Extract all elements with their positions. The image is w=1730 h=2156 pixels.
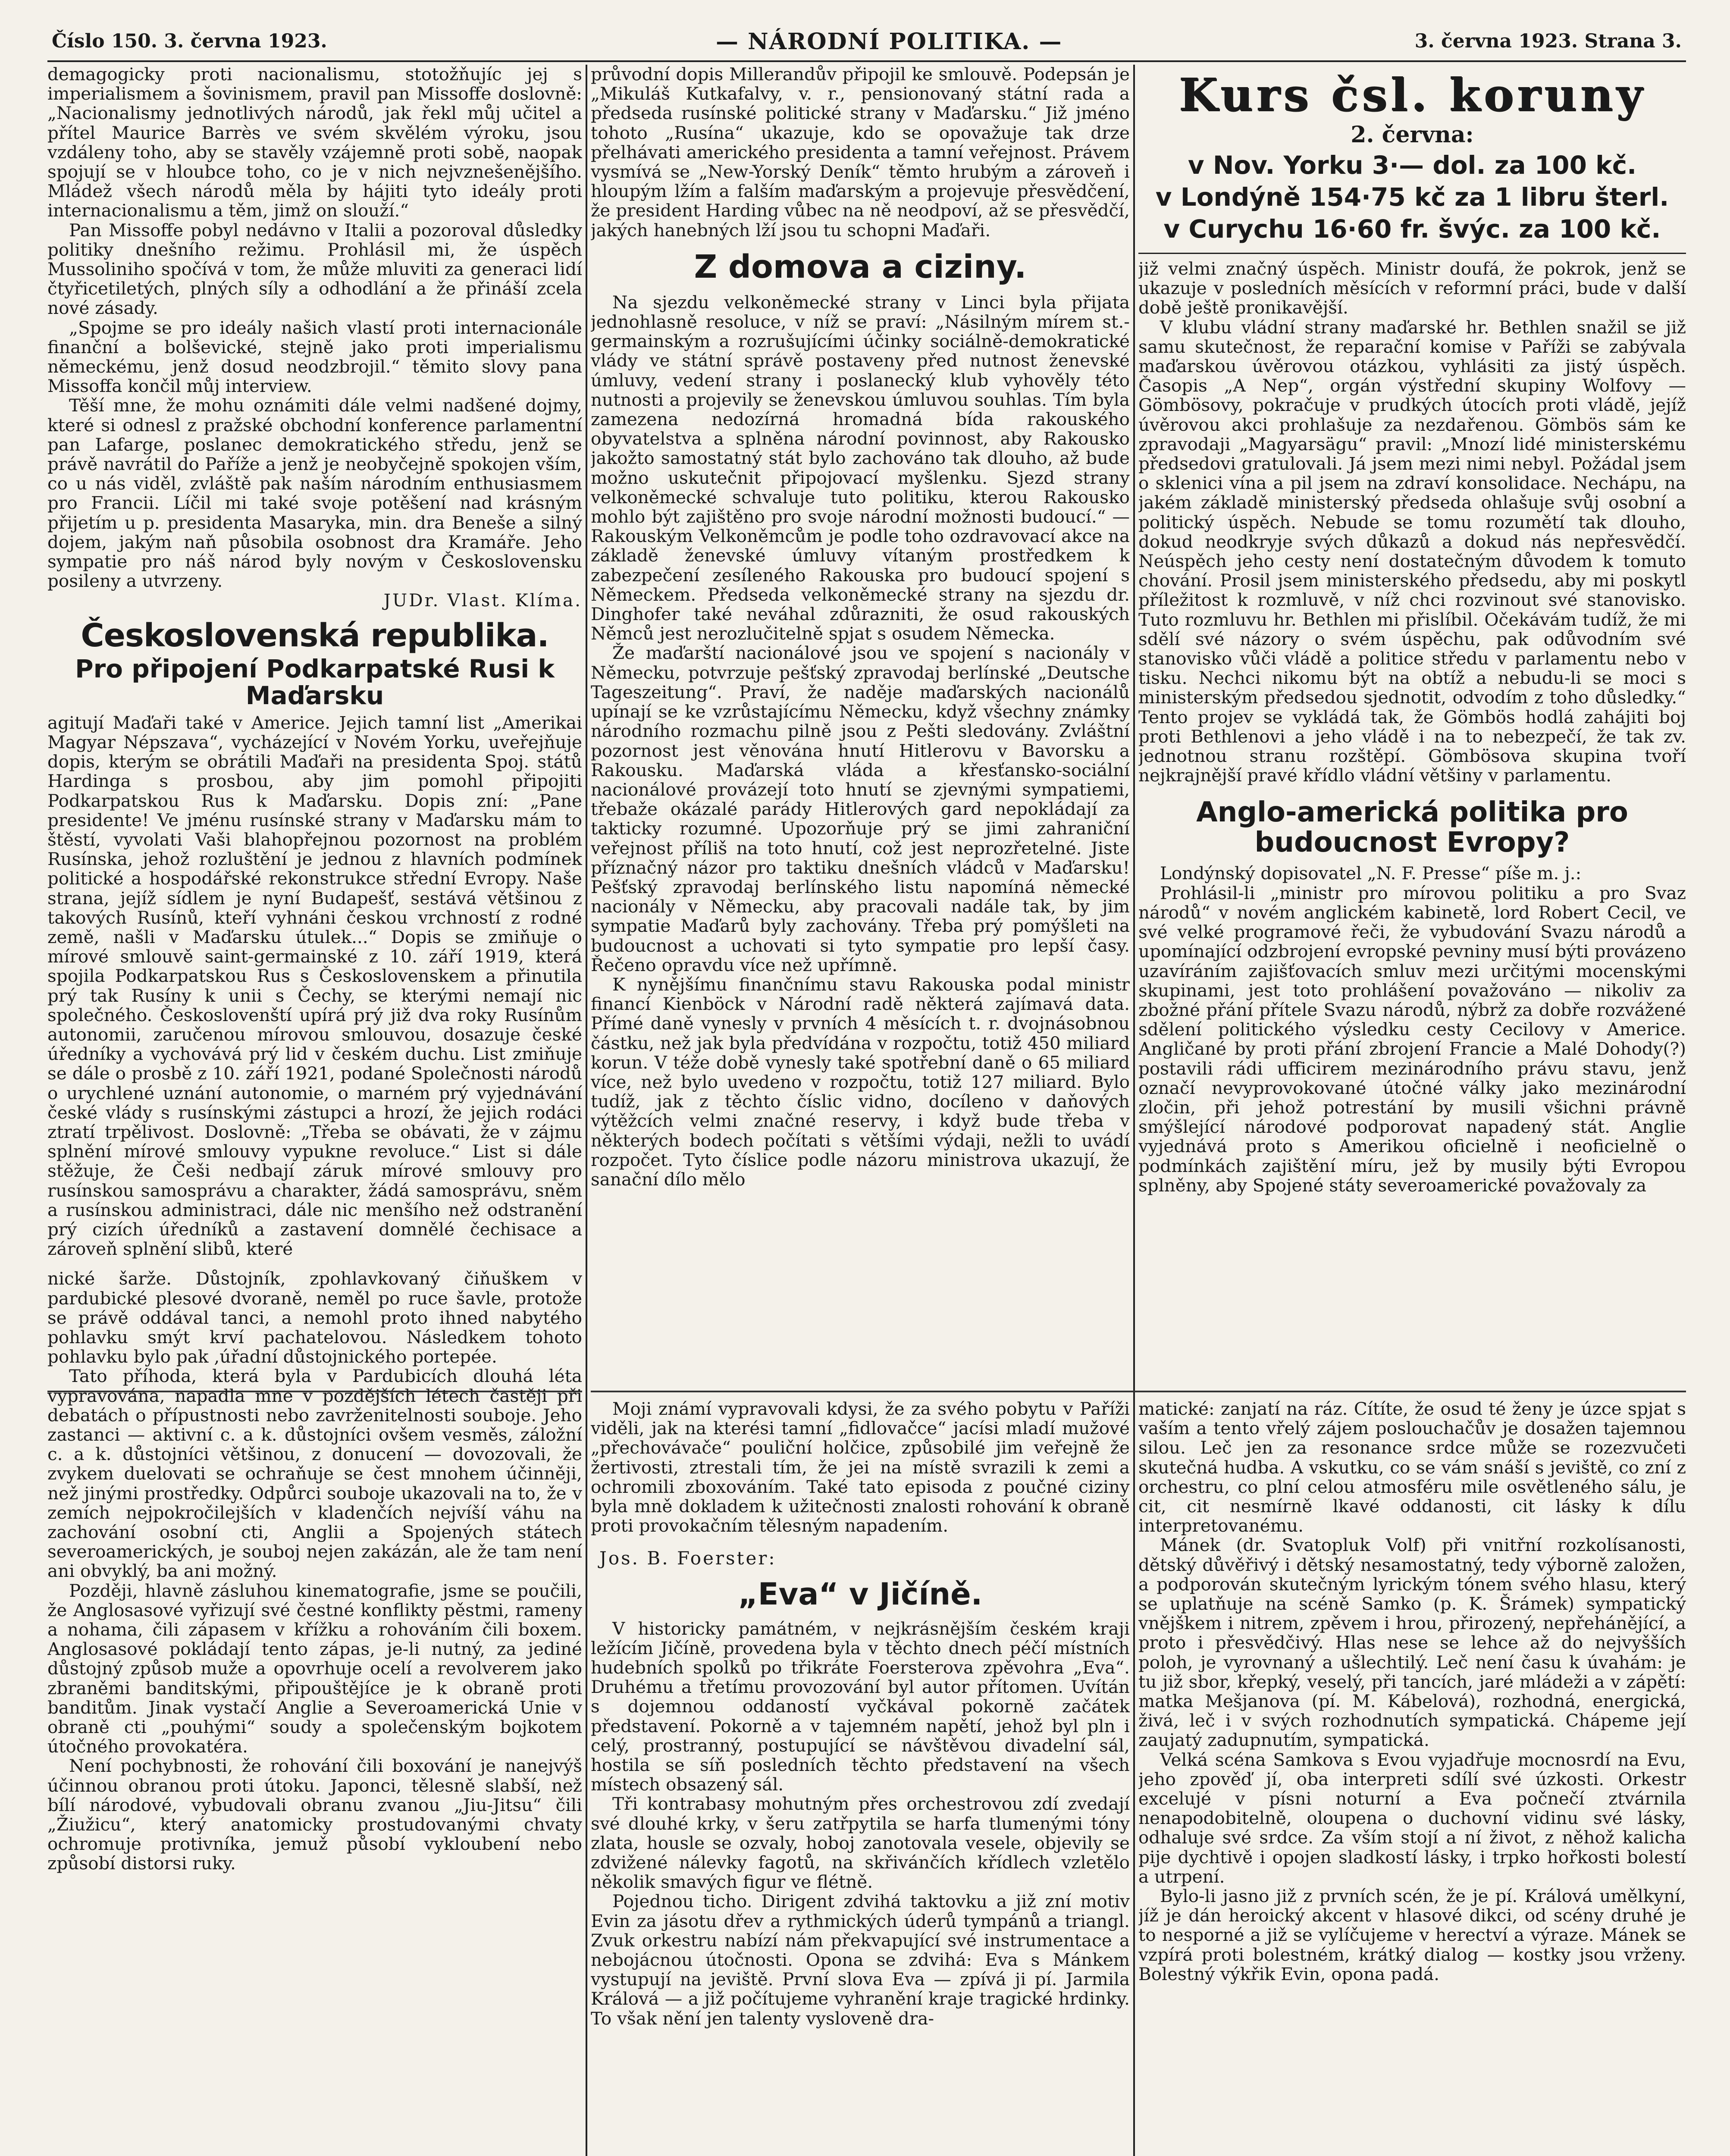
feuilleton-paragraph: Tato příhoda, která byla v Pardubicích dlouhá léta vypravována, napadla mne v pozdějších létech častěji při debatách o přípustnosti nebo zavrženitelnosti souboje. Jeho zastanci — aktivní c. a k. důstojníci ovšem vesměs, záložní c. a k. důstojníci většinou, z donucení — dovozovali, že zvykem duelovati se ochraňuje se čest mnohem účinněji, než jinými prostředky. Odpůrci soubojе ukazovali na to, že v zemích nejpokročilejších v kladenčích nejvíší váhu na zachování osobní cti, Anglii a Spojených státech severoamerických, je souboj nejen zakázán, ale že tam není ani obvyklý, ba ani možný. [47, 1366, 582, 1582]
article-paragraph: K nynějšímu finančnímu stavu Rakouska podal ministr financí Kienböck v Národní radě některá zajímavá data. Přímé daně vynesly v prvních 4 měsících t. r. dvojnásobnou částku, než jak byla předvídána v rozpočtu, totiž 450 miliard korun. V téže době vynesly také spotřební daně o 65 miliard více, než bylo uvedeno v rozpočtu, totiž 127 miliard. Bylo tudíž, jak z těchto číslic vidno, docíleno v daňových výtěžcích velmi značné reservy, i když bude třeba v některých bodech počítati s většími výdaji, nežli to uvádí rozpočet. Tyto číslice podle názoru ministrova ukazují, že sanační dílo mělo [591, 974, 1130, 1190]
feuilleton-paragraph: Velká scéna Samkova s Evou vyjadřuje mocnosrdí na Evu, jeho zpověď jí, oba interpreti sdílí své úzkosti. Orkestr excelujé v písni noturní a Eva počnečí ztvárnila nenapodobitelně, oloupena o duchovní vidinu své lásky, odhaluje své srdce. Za vším stojí a ní život, z něhož kalicha pije dychtivě i opojen sladkostí lásky, i trpko hořkosti bolestí a utrpení. [1138, 1749, 1686, 1887]
feuilleton-paragraph: matické: zanjatí na ráz. Cítíte, že osud té ženy je úzce spjat s vaším a tento vřelý zájem poslouchačův je dosažen tajemnou silou. Leč jen za resonance srdce může se rozezvučeti skutečná hudba. A vskutku, co se vám snáší s jeviště, co zní z orchestru, co plní celou atmosféru mile osvětleného sálu, je cit, cit nesmírně lkavé oddanosti, cit lásky k dílu interpretovanému. [1138, 1399, 1686, 1536]
exchange-rate-new-york: v Nov. Yorku 3·— dol. za 100 kč. [1188, 150, 1637, 180]
exchange-rate-title: Kurs čsl. koruny [1178, 68, 1646, 121]
page-header [47, 13, 1686, 62]
feuilleton-paragraph: nické šarže. Důstojník, zpohlavkovaný čiňuškem v pardubické plesové dvoraně, neměl po ruce šavle, protože se právě oddával tanci, a nemohl proto ihned nabytého pohlavku smýt krví pachatelovou. Následkem tohoto pohlavku bylo pak ,úřadní důstojnického portepée. [47, 1268, 582, 1367]
feuilleton-column-2 [591, 1399, 1130, 2156]
feuilleton-paragraph: Později, hlavně zásluhou kinematografie, jsme se poučili, že Anglosasové vyřizují své čestné konflikty pěstmi, rameny a nohama, čili zápasem v křížku a rohováním čili boxem. Anglosasové pokládají tento zápas, je-li nutný, za jediné důstojný způsob muže a opovrhuje ocelí a revolverem jako zbraněmi banditskými, připouštějíce je k obraně proti banditům. Jinak vystačí Anglie a Severoamerická Unie v obraně cti „pouhými“ soudy a společenským bojkotem útočného provokatéra. [47, 1580, 582, 1757]
feuilleton-paragraph: Není pochybnosti, že rohování čili boxování je nanejvýš účinnou obranou proti útoku. Japonci, tělesně slabší, než bílí národové, vybudovali obranu zvanou „Jiu-Jitsu“ čili „Žiužicu“, který anatomicky prostudovanými chvaty ochromuje protivníka, jemuž působí vykloubení nebo způsobí distorsi ruky. [47, 1755, 582, 1874]
exchange-rate-box [1138, 69, 1686, 254]
feuilleton-paragraph: V historicky památném, v nejkrásnějším českém kraji ležícím Jičíně, provedena byla v těchto dnech péčí místních hudebních spolků po třikráte Foersterova zpěvohra „Eva“. Druhému a třetímu provozování byl autor přítomen. Uvítán s dojemnou oddaností vyčkával pokorně začátek představení. Pokorně a v tajemném napětí, jehož byl pln i celý, prostranný, postupující se návštěvou divadelní sál, hostila se síň posledních těchto představení na všech místech obsazený sál. [591, 1618, 1130, 1795]
article-paragraph: Pan Missoffe pobyl nedávno v Italii a pozoroval důsledky politiky dnešního režimu. Prohlásil mi, že úspěch Mussoliniho spočívá v tom, že může mluviti za generaci lidí čtyřicetiletých, plných síly a odhodlání a že přináší zcela nové zásady. [47, 219, 582, 319]
section-heading: Z domova a ciziny. [694, 248, 1027, 285]
article-paragraph: Londýnský dopisovatel „N. F. Presse“ píše m. j.: [1160, 863, 1582, 884]
column-2 [591, 65, 1130, 1358]
article-paragraph: průvodní dopis Millerandův připojil ke smlouvě. Podepsán je „Mikuláš Kutkafalvy, v. r., pensionovaný státní rada a předseda rusínské politické strany v Maďarsku.“ Již jméno tohoto „Rusína“ ukazuje, kdo se opovažuje tak drze přelhávati amerického presidenta a tamní veřejnost. Právem vysmívá se „New-Yorský Deník“ těmto hrubým a zároveň i hloupým lžím a falším maďarským a projevuje přesvědčení, že president Harding vůbec na ně neodpoví, až se přesvědčí, jakých hanebných lží jsou tu schopni Maďaři. [591, 65, 1130, 241]
article-paragraph: „Spojme se pro ideály našich vlastí proti internacionále finanční a bolševické, stejně jako proti imperialismu německému, jenž dosud neodzbrojil.“ těmito slovy pana Missoffa končil můj interview. [47, 317, 582, 397]
article-paragraph: Těší mne, že mohu oznámiti dále velmi nadšené dojmy, které si odnesl z pražské obchodní konference parlamentní pan Lafarge, poslanec demokratického středu, jenž se právě navrátil do Paříže a jenž je neobyčejně spokojen vším, co u nás viděl, zvláště pak naším národním enthusiasmem pro Francii. Líčil mi také svoje potěšení nad krásným přijetím u p. presidenta Masaryka, min. dra Beneše a silný dojem, jakým naň působila osobnost dra Kramáře. Jeho sympatie pro náš národ byly novým v Československu posileny a utvrzeny. [47, 395, 582, 592]
feuilleton-paragraph: Tři kontrabasy mohutným přes orchestrovou zdí zvedají své dlouhé krky, v šeru zatřpytila se harfa tlumenými tóny zlata, housle se ozvaly, hoboj zanotovala vesele, objevily se zdvižené nálevky fagotů, na skřivánčích křídlech vzletělo několik smavých figur ve flétně. [591, 1793, 1130, 1893]
feuilleton-rule [591, 1391, 1686, 1392]
exchange-rate-london: v Londýně 154·75 kč za 1 libru šterl. [1155, 182, 1669, 212]
issue-number: Číslo 150. 3. června 1923. [52, 30, 327, 52]
article-paragraph: V klubu vládní strany maďarské hr. Bethlen snažil se již samu skutečnost, že reparační komise v Paříži se zabývala maďarskou úvěrovou otázkou, vyhlásiti za jistý úspěch. Časopis „A Nep“, orgán výstřední skupiny Wolfovy — Gömbösovy, pokračuje v prudkých útocích proti vládě, jejíž úvěrovou akci prohlašuje za nezdařenou. Gömbös sám ke zpravodaji „Magyarsägu“ pravil: „Mnozí lidé ministerskému předsedovi gratulovali. Já jsem mezi nimi nebyl. Požádal jsem o sklenici vína a pil jsem na zdraví konsolidace. Nechápu, na jakém základě ministerský předseda ohlašuje svůj osobní a politický úspěch. Nebude se tomu rozumětí tak dlouho, dokud neodkryje svých důkazů a dokud nás nepřesvědčí. Neúspěch jeho cesty není dostatečným důvodem k tomuto chování. Prosil jsem ministerského předsedu, aby mi poskytl příležitost k rozmluvě, v níž chci rozvinout své stanovisko. Tuto rozmluvu hr. Bethlen mi přislíbil. Očekávám tudíž, že mi sdělí své názory o svém úspěchu, pak odůvodním své stanovisko vůči vládě a politice středu v parlamentu nebo v tisku. Nechci nikomu být na obtíž a nebudu-li se moci s ministerským předsedou sjednotit, odvodím z toho důsledky.“ Tento projev se vykládá tak, že Gömbös hodlá zahájiti boj proti Bethlenovi a jeho vládě i na to nebezpečí, že tak zv. jednotnou stranu rozštěpí. Gömbösova skupina tvoří nejkrajnější pravé křídlo vládní většiny v parlamentu. [1138, 317, 1686, 786]
article-paragraph: Prohlásil-li „ministr pro mírovou politiku a pro Svaz národů“ v novém anglickém kabinetě, lord Robert Cecil, ve své velké programové řeči, že vybudování Svazu národů a upomínající odzbrojení evropské pevniny musí býti provázeno uzavíráním zajišťovacích smluv mezi určitými mocenskými skupinami, jest toto prohlášení považováno — nikoliv za zbožné přání přítele Svazu národů, nýbrž za dobře rozvážené sdělení politického výsledku cesty Cecilovy v Americe. Angličané by proti přání zbrojení Francie a Malé Dohody(?) postavili rádi ufficirem mezinárodního právu stavu, jenž označí nevyprovokované útočné války jako mezinárodní zločin, při jehož potrestání by musili všichni právně smýšlející národové podporovat napadený stát. Anglie vyjednává proto s Amerikou oficielně i neoficielně o podmínkách zajištění míru, jež by musily býti Evropou splněny, aby Spojené státy severoamerické považovaly za [1138, 882, 1686, 1196]
article-headline: Anglo-americká politika pro budoucnost Evropy? [1196, 796, 1628, 859]
feuilleton-paragraph: Moji známí vypravovali kdysi, že za svého pobytu v Paříži viděli, jak na kterési tamní „fidlovačce“ jacísi mladí mužové „přechovávače“ pouliční holčice, způsobilé jim veřejně že žertivosti, ztrestali tím, že jei na místě svrazili k zemi a ochromili zboxováním. Také tato episoda z poučné ciziny byla mně dokladem k užitečnosti znalosti rohování k obraně proti provokačním tělesným napadením. [591, 1399, 1130, 1536]
article-headline: Pro připojení Podkarpatské Rusi k Maďarsku [75, 654, 555, 710]
article-paragraph: demagogicky proti nacionalismu, stotožňujíc jej s imperialismem a šovinismem, pravil pan Missoffe doslovně: „Nacionalismy jednotlivých národů, jak řekl můj učitel a přítel Maurice Barrès ve svém skvělém výroku, jsou vzdáleny toho, aby se stavěly vzájemně proti sobě, naopak spojují se v hloubce toho, co je v nich nejvznešenějšího. Mládež všech národů měla by hájiti tyto ideály proti internacionalismu a těm, jimž on slouží.“ [47, 65, 582, 221]
exchange-rate-zurich: v Curychu 16·60 fr. švýc. za 100 kč. [1163, 214, 1661, 244]
article-signature: JUDr. Vlast. Klíma. [383, 590, 582, 611]
section-heading: Československá republika. [81, 617, 549, 654]
feuilleton-author: Jos. B. Foerster: [599, 1548, 777, 1569]
article-paragraph: již velmi značný úspěch. Ministr doufá, že pokrok, jenž se ukazuje v posledních měsících v reformní práci, bude v další době ještě pronikavější. [1138, 258, 1686, 318]
feuilleton-paragraph: Mánek (dr. Svatopluk Volf) při vnitřní rozkolísanosti, dětský důvěřivý i dětský nesamostatný, tedy výborně založen, a podporován skutečným lyrickým tónem svého hlasu, který se uplatňuje na scéně Samko (p. K. Šrámek) sympatický vnějškem i nitrem, zpěvem i hrou, přirozený, nepřehánějící, a proto i přesvědčivý. Hlas nese se lehce až do nejvyšších poloh, je vyrovnaný a ušlechtilý. Leč není času k úvahám: je tu již sbor, křepký, veselý, při tancích, jaré mládeži a v zápětí: matka Mešjanova (pí. M. Kábelová), rozhodná, energická, živá, leč i v svých rozhodnutích sympatická. Chápeme její zaujatý zadupnutím, sympatická. [1138, 1535, 1686, 1751]
column-1 [47, 65, 582, 2156]
feuilleton-paragraph: Pojednou ticho. Dirigent zdvihá taktovku a již zní motiv Evin za jásotu dřev a rythmických úderů tympánů a triangl. Zvuk orkestru nabízí nám překvapující své instrumentace a nebojácnou útočnosti. Opona se zdvihá: Eva s Mánkem vystupují na jeviště. První slova Eva — zpívá ji pí. Jarmila Králová — a již počítujeme vyhranění kraje tragické hrdinky. To však nění jen talenty vysloveně dra- [591, 1891, 1130, 2029]
article-paragraph: Že maďarští nacionálové jsou ve spojení s nacionály v Německu, potvrzuje pešťský zpravodaj berlínské „Deutsche Tageszeitung“. Praví, že naděje maďarských nacionálů upínají se ke vzrůstajícímu Německu, když všechny známky národního rozmachu pilně jsou z Pešti sledovány. Zvláštní pozornost jest věnována hnutí Hitlerovu v Bavorsku a Rakousku. Maďarská vláda a křesťansko-sociální nacionálové provázejí toto hnutí se zjevnými sympatiemi, třebaže okázalé parády Hitlerových gard nepokládají za takticky rozumné. Upozorňuje prý se jimi zahraniční veřejnost příliš na toto hnutí, což jest neprozřetelné. Jiste příznačný názor pro taktiku dnešních vládců v Maďarsku! Pešťský zpravodaj berlínského listu napomíná německé nacionály v Německu, aby pracovali nadále tak, by jim sympatie Maďarů byly zachovány. Třeba prý pomýšleti na budoucnost a uchovati si tyto sympatie pro lepší časy. Řečeno opravdu více než upřímně. [591, 642, 1130, 975]
feuilleton-headline: „Eva“ v Jičíně. [738, 1576, 983, 1612]
feuilleton-paragraph: Bylo-li jasno již z prvních scén, že je pí. Králová umělkyní, jíž je dán heroický akcent v hlasové dikci, od scény druhé je to nesporné a již se vylíčujeme v herectví a výraze. Mánek se vzpírá proti bolestném, krátký dialog — kostky jsou vrženy. Bolestný výkřik Evin, opona padá. [1138, 1886, 1686, 1984]
masthead-title: — NÁRODNÍ POLITIKA. — [716, 28, 1062, 55]
exchange-rate-date: 2. června: [1351, 122, 1474, 148]
article-paragraph: Na sjezdu velkoněmecké strany v Linci byla přijata jednohlasně resoluce, v níž se praví: „Násilným mírem st.-germainským a rozrušujícími účinky sociálně-demokratické vlády ve státní správě postaveny před nutnost ženevské úmluvy, vedení strany i poslanecký klub vyhověly této nutnosti a projevily se ženevskou úmluvou souhlas. Tím byla zamezena nedozírná hromadná bída rakouského obyvatelstva a splněna národní povinnost, aby Rakousko jakožto samostatný stát bylo zachováno tak dlouho, až bude možno uskutečnit připojovací myšlenku. Sjezd strany velkoněmecké schvaluje tuto politiku, kterou Rakousko mohlo být zajištěno pro svoje národní možnosti budoucí.“ — Rakouským Velkoněmcům je podle toho ozdravovací akce na základě ženevské úmluvy vítaným prostředkem k zabezpečení zesíleného Rakouska pro budoucí spojení s Německem. Předseda velkoněmecké strany na sjezdu dr. Dinghofer také neváhal zdůrazniti, že osud rakouských Němců jest nerozlučitelně spjat s osudem Německa. [591, 291, 1130, 644]
column-3 [1138, 65, 1686, 1371]
page-number: 3. června 1923. Strana 3. [1414, 30, 1682, 52]
column-rule-1 [586, 65, 587, 2156]
article-paragraph: agitují Maďaři také v Americe. Jejich tamní list „Amerikai Magyar Népszava“, vycházející v Novém Yorku, uveřejňuje dopis, kterým se obrátili Maďaři na presidenta Spoj. států Hardinga s prosbou, aby jim pomohl připojiti Podkarpatskou Rus k Maďarsku. Dopis zní: „Pane presidente! Ve jménu rusínské strany v Maďarsku mám to štěstí, vyvolati Vaši blahopřejnou pozornost na problém Rusínska, jehož rozluštění je jednou z hlavních podmínek politické a hospodářské rekonstrukce střední Evropy. Naše strana, jejíž sídlem je nyní Budapešť, sestává většinou z takových Rusínů, kteří vyhnáni českou vrchností z rodné země, našli v Maďarsku útulek...“ Dopis se zmiňuje o mírové smlouvě saint-germainské z 10. září 1919, která spojila Podkarpatskou Rus s Československem a přinutila prý tak Rusíny k unii s Čechy, se kterými nemají nic společného. Českoslovenští upírá prý již dva roky Rusínům autonomii, zaručenou mírovou smlouvou, dosazuje české úředníky a vychovává prý lid v českém duchu. List zmiňuje se dále o prosbě z 10. září 1921, podané Společnosti národů o urychlené uznání autonomie, o marném prý vyjednávání české vlády s rusínskými zástupci a hrozí, že jejich rodáci ztratí trpělivost. Doslovně: „Třeba se obávati, že v zájmu splnění mírové smlouvy vypukne revoluce.“ List si dále stěžuje, že Češi nedbají záruk mírové smlouvy pro rusínskou samosprávu a charakter, žádá samosprávu, sněm a rusínskou administraci, dále nic menšího než odstranění prý cizích úředníků a zastavení domnělé čechisace a zároveň splnění slibů, které [47, 712, 582, 1260]
feuilleton-column-3 [1138, 1399, 1686, 2156]
column-rule-2 [1133, 65, 1135, 2156]
